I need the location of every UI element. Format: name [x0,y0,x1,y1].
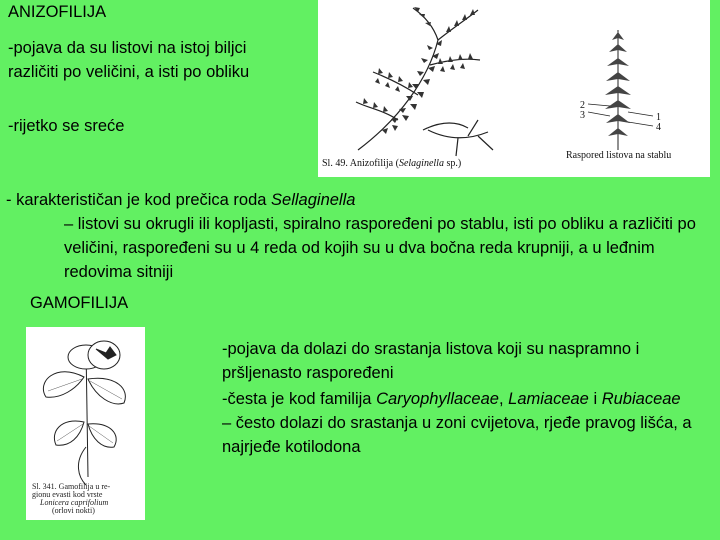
caption-line-2: gionu evasti kod vrste [32,490,103,499]
caption-line-4: (orlovi nokti) [52,506,95,515]
figure-selaginella [318,0,710,177]
selaginella-characteristics [6,188,712,284]
anizofilija-rarity: -rijetko se sreće [8,117,125,135]
characteristic-prefix: - karakterističan je kod prečica roda [6,191,272,209]
row-label-3: 3 [580,110,585,121]
anizofilija-definition: -pojava da su listovi na istoj biljci različiti po veličini, a isti po obliku [8,39,250,81]
gamofilija-definition: -pojava da dolazi do srastanja listova koji su naspramno i pršljenasto raspoređeni [222,340,640,382]
selaginella-illustration [318,0,710,177]
figure-caption: Sl. 49. Anizofilija (Selaginella sp.) [322,158,462,169]
caption-line-3: Lonicera caprifolium [40,498,109,507]
row-label-2: 2 [580,100,585,111]
inset-caption: Raspored listova na stablu [566,150,672,161]
row-label-1: 1 [656,112,661,123]
figure-lonicera [26,327,145,520]
lonicera-illustration [26,327,145,520]
characteristic-body: – listovi su okrugli ili kopljasti, spiralno raspoređeni po stablu, isti po obliku a različiti po veličini, raspoređeni su u 4 reda od kojih su u dva bočna reda krupniji, a u leđnim redovima sitniji [64,215,696,281]
row-label-4: 4 [656,122,661,133]
genus-name: Sellaginella [271,191,356,209]
family-rubiaceae: Rubiaceae [601,390,681,408]
section-title-anizofilija: ANIZOFILIJA [8,3,107,21]
leaflets [363,7,475,134]
family-lamiaceae: Lamiaceae [508,390,589,408]
section-title-gamofilija: GAMOFILIJA [30,294,129,312]
caption-line-1: Sl. 341. Gamofilija u re- [32,482,111,491]
gamofilija-families: -česta je kod familija Caryophyllaceae, Lamiaceae i Rubiaceae – često dolazi do srastanja u zoni cvijetova, rjeđe pravog lišća, a najrjeđe kotilodona [222,390,692,456]
family-caryophyllaceae: Caryophyllaceae [376,390,499,408]
